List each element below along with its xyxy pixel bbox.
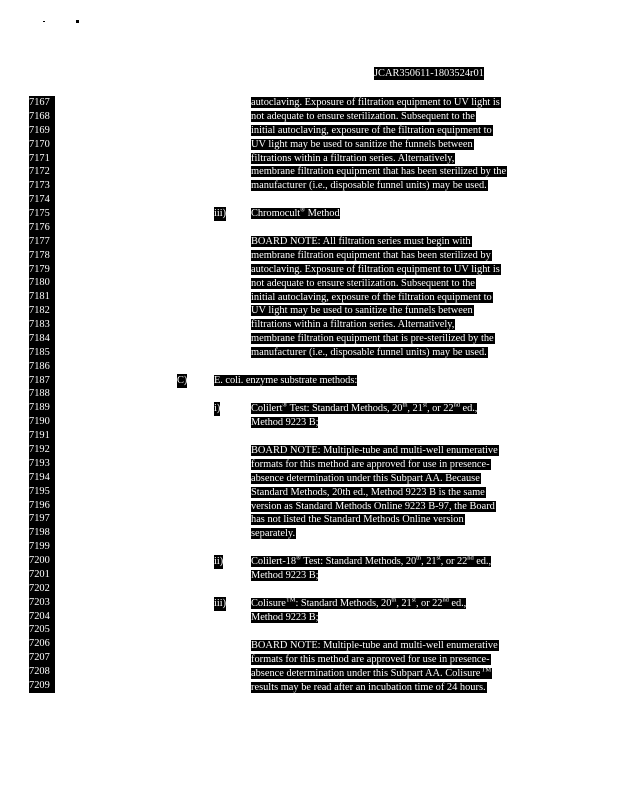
text-line: separately.: [251, 528, 296, 540]
line-number: 7171: [29, 152, 55, 166]
line-number: 7198: [29, 526, 55, 540]
line-number: 7197: [29, 512, 55, 526]
line-number: 7177: [29, 235, 55, 249]
text-line: not adequate to ensure sterilization. Subsequent to the: [251, 110, 475, 122]
line-number: 7200: [29, 554, 55, 568]
scan-speck: [43, 21, 45, 22]
line-number: 7187: [29, 374, 55, 388]
text-line: autoclaving. Exposure of filtration equipment to UV light is: [251, 97, 500, 108]
line-number: 7206: [29, 637, 55, 651]
text-line: absence determination under this Subpart AA. Because: [251, 472, 480, 484]
line-number: 7209: [29, 679, 55, 693]
text-line: BOARD NOTE: Multiple-tube and multi-well enumerative: [251, 640, 498, 651]
text-line: absence determination under this Subpart AA. Colisure™: [251, 666, 492, 679]
line-number: 7183: [29, 318, 55, 332]
text-line: membrane filtration equipment that has been sterilized by the: [251, 166, 507, 178]
line-number: 7176: [29, 221, 55, 235]
item-marker: ii): [214, 556, 224, 567]
text-line: filtrations within a filtration series. Alternatively,: [251, 319, 455, 331]
text-line: manufacturer (i.e., disposable funnel units) may be used.: [251, 180, 487, 192]
line-number: 7207: [29, 651, 55, 665]
line-number: 7204: [29, 610, 55, 624]
board-note-block-2: [251, 444, 541, 541]
text-line: manufacturer (i.e., disposable funnel units) may be used.: [251, 347, 487, 359]
text-line: membrane filtration equipment that is pre-sterilized by the: [251, 333, 494, 345]
text-line: autoclaving. Exposure of filtration equipment to UV light is: [251, 263, 500, 275]
text-line: has not listed the Standard Methods Online version: [251, 514, 464, 526]
line-number: 7178: [29, 249, 55, 263]
item-chromocult-label: Chromocult® Method: [251, 206, 340, 219]
item-colisure-line1: Colisure™: Standard Methods, 20th, 21st, or 22nd ed.,: [251, 596, 467, 609]
text-line: formats for this method are approved for use in presence-: [251, 458, 490, 470]
item-colilert18-line2: Method 9223 B;: [251, 570, 319, 581]
line-number: 7190: [29, 415, 55, 429]
line-number: 7203: [29, 596, 55, 610]
text-line: initial autoclaving, exposure of the filtration equipment to: [251, 291, 492, 303]
line-number: 7167: [29, 96, 55, 110]
section-c-heading: E. coli. enzyme substrate methods:: [214, 375, 358, 386]
text-line: BOARD NOTE: All filtration series must begin with: [251, 236, 471, 247]
line-number: 7189: [29, 401, 55, 415]
item-marker: i): [214, 403, 221, 414]
text-line: membrane filtration equipment that has been sterilized by: [251, 249, 491, 261]
text-line: results may be read after an incubation time of 24 hours.: [251, 681, 486, 693]
line-number: 7186: [29, 360, 55, 374]
item-colilert18-line1: Colilert-18® Test: Standard Methods, 20th, 21st, or 22nd ed.,: [251, 554, 492, 567]
line-number: 7192: [29, 443, 55, 457]
board-note-block-1: [251, 235, 541, 360]
line-number: 7196: [29, 499, 55, 513]
line-number: 7173: [29, 179, 55, 193]
line-number: 7181: [29, 290, 55, 304]
scan-speck: [76, 20, 79, 23]
document-id: JCAR350611-1803524r01: [374, 68, 484, 79]
item-colilert-line2: Method 9223 B;: [251, 417, 319, 428]
text-line: BOARD NOTE: Multiple-tube and multi-well enumerative: [251, 445, 498, 456]
line-number: 7184: [29, 332, 55, 346]
line-number: 7172: [29, 165, 55, 179]
text-line: initial autoclaving, exposure of the filtration equipment to: [251, 124, 492, 136]
line-number: 7180: [29, 276, 55, 290]
text-line: UV light may be used to sanitize the funnels between: [251, 138, 473, 150]
line-number: 7175: [29, 207, 55, 221]
item-marker: C): [177, 375, 188, 386]
paragraph-block-1: [251, 96, 541, 193]
line-number: 7188: [29, 387, 55, 401]
line-number: 7201: [29, 568, 55, 582]
line-number: 7202: [29, 582, 55, 596]
item-colilert-line1: Colilert® Test: Standard Methods, 20th, 21st, or 22nd ed.,: [251, 401, 478, 414]
line-number: 7179: [29, 263, 55, 277]
line-number: 7208: [29, 665, 55, 679]
item-marker: iii): [214, 208, 227, 219]
line-number: 7168: [29, 110, 55, 124]
text-line: version as Standard Methods Online 9223 B-97, the Board: [251, 500, 495, 512]
line-number: 7191: [29, 429, 55, 443]
line-number: 7193: [29, 457, 55, 471]
text-line: UV light may be used to sanitize the funnels between: [251, 305, 473, 317]
item-colisure-line2: Method 9223 B;: [251, 612, 319, 623]
line-number: 7199: [29, 540, 55, 554]
line-number: 7194: [29, 471, 55, 485]
line-number: 7185: [29, 346, 55, 360]
text-line: Standard Methods, 20th ed., Method 9223 B is the same: [251, 486, 485, 498]
line-number: 7205: [29, 623, 55, 637]
text-line: not adequate to ensure sterilization. Subsequent to the: [251, 277, 475, 289]
line-number: 7195: [29, 485, 55, 499]
line-number: 7170: [29, 138, 55, 152]
line-number: 7169: [29, 124, 55, 138]
item-marker: iii): [214, 598, 227, 609]
board-note-block-3: [251, 639, 541, 695]
text-line: formats for this method are approved for use in presence-: [251, 653, 490, 665]
line-number: 7182: [29, 304, 55, 318]
line-number: 7174: [29, 193, 55, 207]
text-line: filtrations within a filtration series. Alternatively,: [251, 152, 455, 164]
